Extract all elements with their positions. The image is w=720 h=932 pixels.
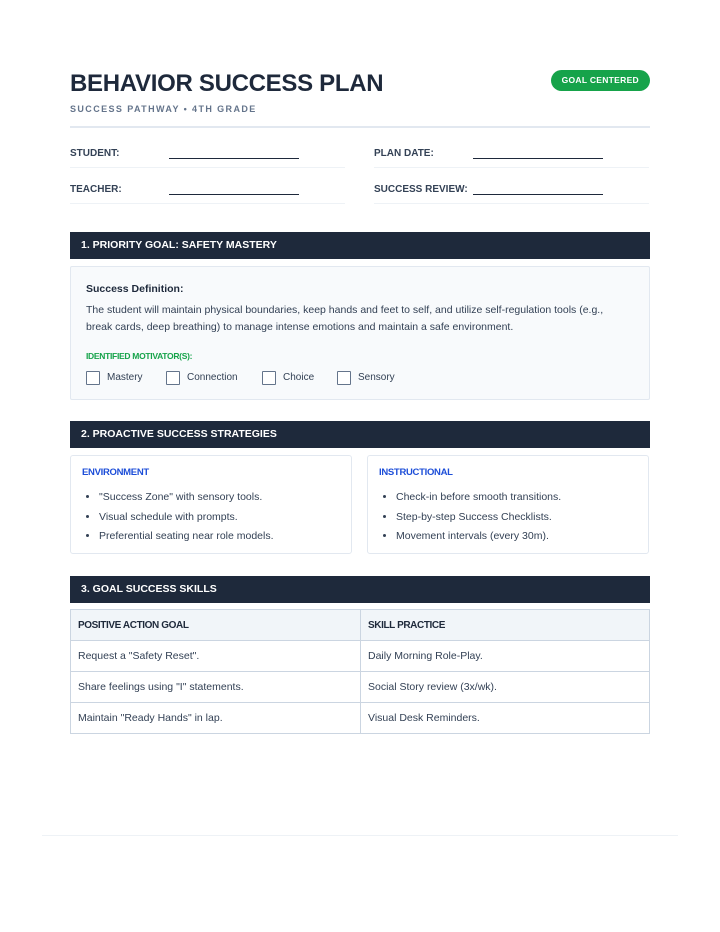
instructional-strategies-card — [367, 455, 649, 554]
column-header-skill-practice: SKILL PRACTICE — [361, 610, 650, 641]
teacher-field[interactable] — [70, 174, 345, 204]
plan-date-label: PLAN DATE: — [374, 148, 434, 159]
plan-date-field[interactable] — [374, 138, 649, 168]
page-subtitle: SUCCESS PATHWAY • 4TH GRADE — [70, 104, 257, 114]
success-definition-text: The student will maintain physical boundaries, keep hands and feet to self, and utilize self-regulation tools (e.g., break cards, deep breathing) to manage intense emotions and maintain a safe environment. — [86, 304, 604, 333]
plan-date-input-line[interactable] — [473, 158, 603, 159]
goal-centered-badge: GOAL CENTERED — [551, 70, 650, 91]
list-item: • Visual schedule with prompts. — [99, 508, 274, 528]
success-review-label: SUCCESS REVIEW: — [374, 184, 468, 195]
checkbox-label: Choice — [283, 372, 315, 383]
section-1-header: 1. PRIORITY GOAL: SAFETY MASTERY — [70, 232, 650, 259]
column-header-positive-action-goal: POSITIVE ACTION GOAL — [71, 610, 361, 641]
list-item: • Step-by-step Success Checklists. — [396, 508, 561, 528]
student-field[interactable] — [70, 138, 345, 168]
environment-strategies-card — [70, 455, 352, 554]
teacher-input-line[interactable] — [169, 194, 299, 195]
page-title: BEHAVIOR SUCCESS PLAN — [70, 70, 384, 97]
table-header-row — [71, 610, 650, 641]
success-review-input-line[interactable] — [473, 194, 603, 195]
list-item: • Preferential seating near role models. — [99, 527, 274, 547]
checkbox-icon[interactable] — [166, 371, 180, 385]
table-cell: Maintain "Ready Hands" in lap. — [71, 703, 361, 734]
priority-goal-box — [70, 266, 650, 400]
goal-success-skills-table — [70, 609, 650, 734]
checkbox-icon[interactable] — [262, 371, 276, 385]
section-2-header: 2. PROACTIVE SUCCESS STRATEGIES — [70, 421, 650, 448]
instructional-list — [396, 488, 561, 547]
section-3-header: 3. GOAL SUCCESS SKILLS — [70, 576, 650, 603]
list-item: • Check-in before smooth transitions. — [396, 488, 561, 508]
table-cell: Request a "Safety Reset". — [71, 641, 361, 672]
success-review-field[interactable] — [374, 174, 649, 204]
environment-heading: ENVIRONMENT — [82, 467, 149, 478]
checkbox-label: Connection — [187, 372, 238, 383]
student-label: STUDENT: — [70, 148, 120, 159]
checkbox-icon[interactable] — [86, 371, 100, 385]
table-cell: Visual Desk Reminders. — [361, 703, 650, 734]
motivators-label: IDENTIFIED MOTIVATOR(S): — [86, 351, 193, 361]
teacher-label: TEACHER: — [70, 184, 122, 195]
success-definition-label: Success Definition: — [86, 283, 184, 295]
table-row — [71, 672, 650, 703]
table-row — [71, 703, 650, 734]
footer-divider — [42, 835, 678, 836]
table-cell: Social Story review (3x/wk). — [361, 672, 650, 703]
environment-list — [99, 488, 274, 547]
checkbox-label: Sensory — [358, 372, 395, 383]
list-item: • "Success Zone" with sensory tools. — [99, 488, 274, 508]
table-row — [71, 641, 650, 672]
instructional-heading: INSTRUCTIONAL — [379, 467, 453, 478]
checkbox-label: Mastery — [107, 372, 143, 383]
table-cell: Share feelings using "I" statements. — [71, 672, 361, 703]
student-input-line[interactable] — [169, 158, 299, 159]
document-header — [70, 70, 650, 128]
table-cell: Daily Morning Role-Play. — [361, 641, 650, 672]
checkbox-icon[interactable] — [337, 371, 351, 385]
list-item: • Movement intervals (every 30m). — [396, 527, 561, 547]
